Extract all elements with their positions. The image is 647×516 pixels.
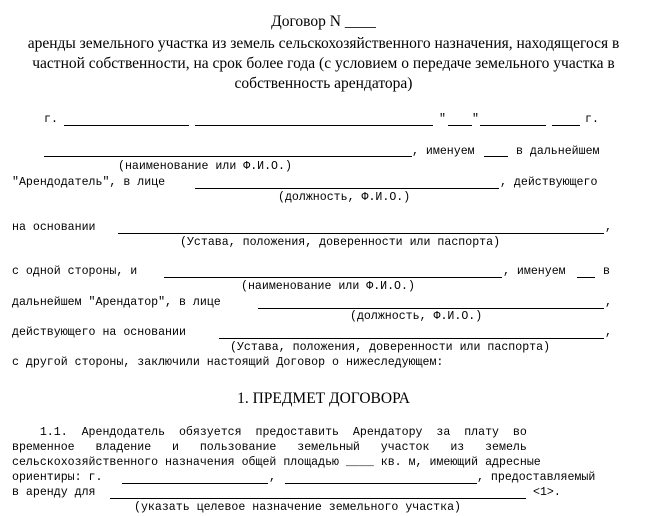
hint-name-2: (наименование или Ф.И.О.) [241,280,415,293]
hint-name-1: (наименование или Ф.И.О.) [118,160,292,173]
month-blank[interactable] [480,125,546,126]
paragraph-1-1-line-4-start: ориентиры: г. [12,471,103,484]
city-blank[interactable] [64,125,189,126]
row5-tail2: в [603,265,610,278]
lessor-basis-blank[interactable] [118,233,604,234]
address-detail-blank[interactable] [285,483,477,484]
row1-tail: , именуем [412,145,475,158]
paragraph-1-1-line-4-end: , предоставляемый [477,471,596,484]
concluded-line: с другой стороны, заключили настоящий Договор о нижеследующем: [12,356,444,369]
row5-tail: , именуем [503,265,566,278]
hint-purpose: (указать целевое назначение земельного участка) [134,501,461,514]
paragraph-1-1-line-1: 1.1. Арендодатель обязуется предоставить Арендатору за плату во [12,426,527,439]
year-blank[interactable] [552,125,580,126]
paragraph-1-1-line-5-start: в аренду для [12,486,96,499]
section-1-heading: 1. ПРЕДМЕТ ДОГОВОРА [237,390,410,407]
lessor-label: "Арендодатель", в лице [12,176,166,189]
paragraph-1-1-line-2: временное владение и пользование земельный участок из земель [12,441,527,454]
paragraph-1-1-line-3: сельскохозяйственного назначения общей площадью ____ кв. м, имеющий адресные [12,456,541,469]
row1-tail2: в дальнейшем [516,145,600,158]
lessor-gender-blank[interactable] [484,156,508,157]
other-side-label: с одной стороны, и [12,265,138,278]
place-blank[interactable] [195,125,433,126]
year-suffix: г. [585,113,599,126]
hint-basis-1: (Устава, положения, доверенности или паспорта) [180,236,501,249]
day-blank[interactable] [448,125,472,126]
document-subtitle-line-2: частной собственности, на срок более года (с условием о передаче земельного участка в [32,55,615,72]
document-subtitle-line-3: собственность арендатора) [234,75,413,92]
date-quote-open: " [439,113,446,126]
place-prefix: г. [44,113,58,126]
document-subtitle-line-1: аренды земельного участка из земель сельскохозяйственного назначения, находящегося в [27,35,620,52]
lessor-name-blank[interactable] [44,156,412,157]
position-comma-2: , [605,296,612,309]
lessee-basis-blank[interactable] [219,338,604,339]
hint-basis-2: (Устава, положения, доверенности или паспорта) [230,341,551,354]
basis-label: на основании [12,221,96,234]
lessee-position-blank[interactable] [258,308,604,309]
footnote-ref-1: <1>. [533,486,561,499]
acting-suffix-1: , действующего [500,176,598,189]
lessor-position-blank[interactable] [195,188,499,189]
purpose-blank[interactable] [110,498,526,499]
lessee-name-blank[interactable] [164,277,502,278]
acting-basis-label: действующего на основании [12,326,186,339]
lessee-gender-blank[interactable] [577,277,595,278]
hint-position-1: (должность, Ф.И.О.) [278,191,411,204]
document-title: Договор N ____ [271,13,376,30]
paragraph-1-1-line-4-comma: , [269,471,276,484]
address-city-blank[interactable] [122,483,268,484]
basis-comma-1: , [605,221,612,234]
basis-comma-2: , [605,326,612,339]
date-quote-mid: " [472,113,479,126]
hint-position-2: (должность, Ф.И.О.) [350,310,483,323]
lessee-label: дальнейшем "Арендатор", в лице [12,296,221,309]
